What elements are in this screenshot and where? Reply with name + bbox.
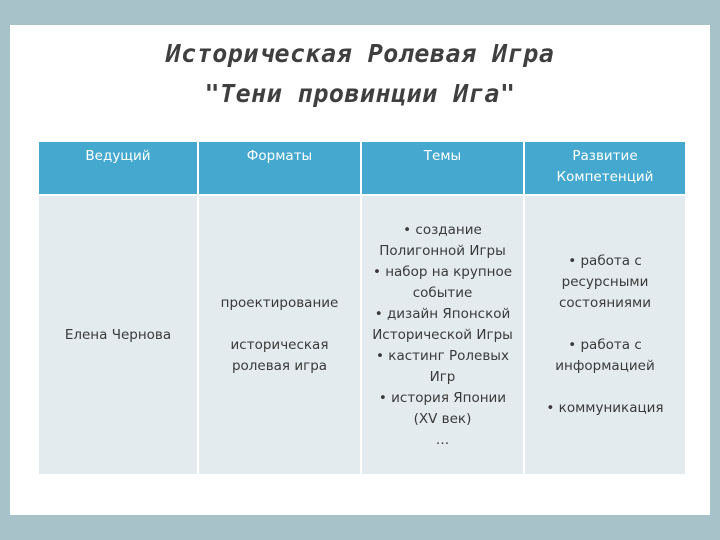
- cell-competencies: [524, 195, 686, 475]
- competency-item: • работа с ресурсными состояниями: [558, 253, 652, 311]
- header-competencies: Развитие Компетенций: [524, 141, 686, 195]
- theme-item: • дизайн Японской Исторической Игры: [372, 305, 513, 343]
- competency-item: • коммуникация: [546, 400, 664, 416]
- cell-formats: [198, 195, 361, 475]
- theme-item: • создание Полигонной Игры: [379, 221, 506, 259]
- format-item: проектирование: [220, 295, 339, 311]
- table-header-row: [38, 141, 686, 195]
- competency-item: • работа с информацией: [555, 337, 655, 374]
- footer-bar: [0, 518, 720, 540]
- slide-title: [0, 34, 720, 114]
- cell-host: Елена Чернова: [38, 195, 198, 475]
- header-host: Ведущий: [38, 141, 198, 195]
- title-line-1: Историческая Ролевая Игра: [165, 39, 555, 68]
- header-themes: Темы: [361, 141, 524, 195]
- cell-themes: [361, 195, 524, 475]
- info-table: [37, 140, 687, 476]
- theme-item: • кастинг Ролевых Игр: [376, 347, 509, 385]
- theme-item: …: [435, 431, 450, 448]
- theme-item: • история Японии (XV век): [378, 389, 507, 427]
- format-item: историческая ролевая игра: [230, 337, 329, 374]
- table-row: [38, 195, 686, 475]
- theme-item: • набор на крупное событие: [372, 263, 513, 301]
- header-formats: Форматы: [198, 141, 361, 195]
- title-line-2: "Тени провинции Ига": [204, 79, 516, 108]
